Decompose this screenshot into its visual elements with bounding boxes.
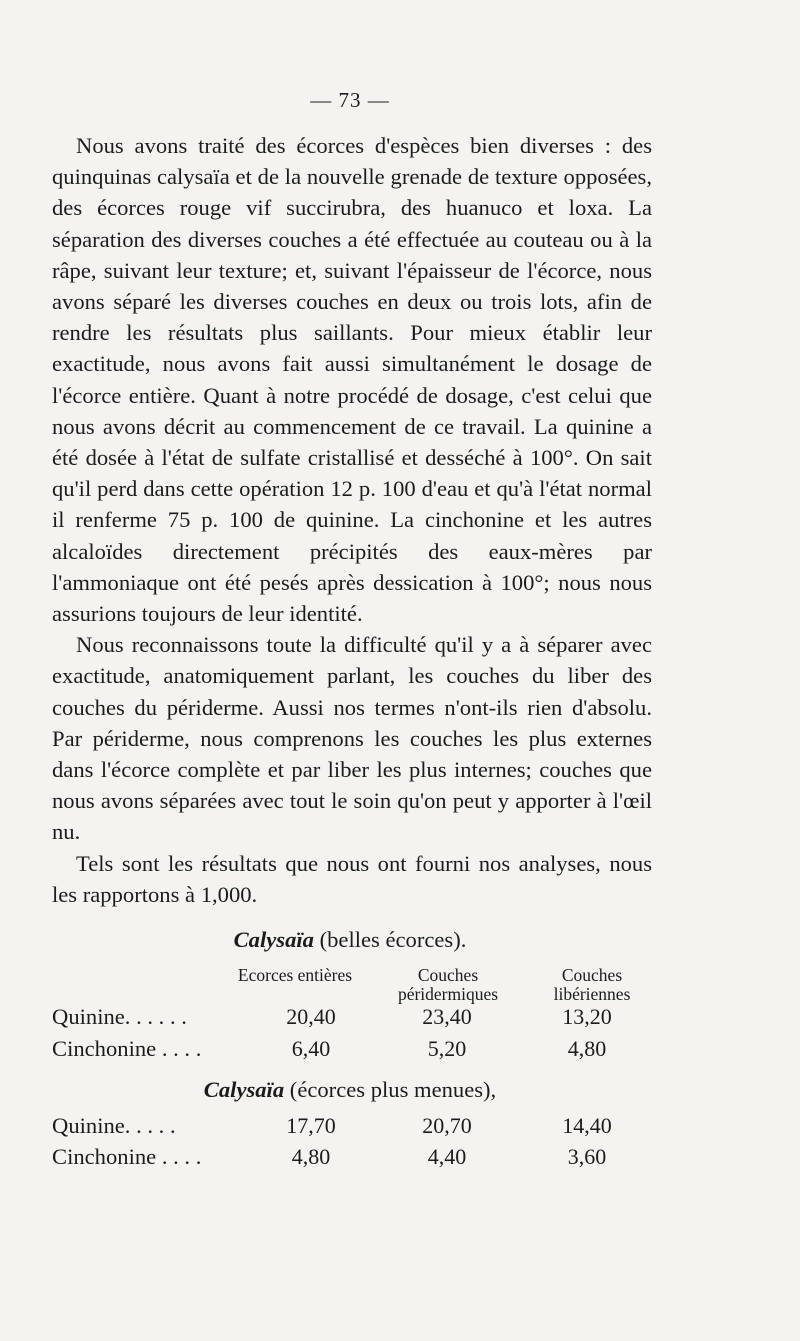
table2-title: Calysaïa xyxy=(203,1077,285,1102)
page-number: — 73 — xyxy=(310,88,390,112)
column-header-ecorces: Ecorces entières xyxy=(237,965,353,985)
table2-cell: 14,40 xyxy=(562,1113,612,1138)
table2-cell: 3,60 xyxy=(567,1144,607,1169)
table1-cell: 5,20 xyxy=(427,1036,467,1061)
table1-title: Calysaïa xyxy=(233,927,314,952)
paragraph: Tels sont les résultats que nous ont fourni nos analyses, nous les rapportons à 1,000. xyxy=(52,850,652,907)
table1-row-label: Cinchonine . . . . xyxy=(52,1036,202,1061)
table2-cell: 4,80 xyxy=(291,1144,331,1169)
paragraph: Nous reconnaissons toute la difficulté qu'il y a à séparer avec exactitude, anatomiquement parlant, les couches du liber des couches du périderme. Aussi nos termes n'ont-ils rien d'absolu. Par périderme, nous comprenons les couches les plus externes dans l'écorce complète et par liber les plus internes; couches que nous avons séparées avec tout le soin qu'on peut y apporter à l'œil nu. xyxy=(52,632,652,845)
body-text xyxy=(52,130,652,910)
table2-cell: 20,70 xyxy=(422,1113,472,1138)
table1-cell: 20,40 xyxy=(286,1004,336,1029)
table1-subtitle: (belles écorces). xyxy=(319,927,467,952)
table1-caption xyxy=(0,927,700,953)
table2-row-label: Quinine. . . . . xyxy=(52,1113,176,1138)
table1-row-label: Quinine. . . . . . xyxy=(52,1004,187,1029)
table1-cell: 6,40 xyxy=(291,1036,331,1061)
column-header-liberiennes: Couches libériennes xyxy=(553,965,631,1004)
table2-cell: 17,70 xyxy=(286,1113,336,1138)
table2-subtitle: (écorces plus menues), xyxy=(289,1077,497,1102)
table1-cell: 13,20 xyxy=(562,1004,612,1029)
table1-cell: 23,40 xyxy=(422,1004,472,1029)
table1-cell: 4,80 xyxy=(567,1036,607,1061)
paragraph: Nous avons traité des écorces d'espèces bien diverses : des quinquinas calysaïa et de la nouvelle grenade de texture opposées, des écorces rouge vif succirubra, des huanuco et loxa. La séparation des diverses couches a été effectuée au couteau ou à la râpe, suivant leur texture; et, suivant l'épaisseur de l'écorce, nous avons séparé les diverses couches en deux ou trois lots, afin de rendre les résultats plus saillants. Pour mieux établir leur exactitude, nous avons fait aussi simultanément le dosage de l'écorce entière. Quant à notre procédé de dosage, c'est celui que nous avons décrit au commencement de ce travail. La quinine a été dosée à l'état de sulfate cristallisé et desséché à 100°. On sait qu'il perd dans cette opération 12 p. 100 d'eau et qu'à l'état normal il renferme 75 p. 100 de quinine. La cinchonine et les autres alcaloïdes directement précipités des eaux-mères par l'ammoniaque ont été pesés après dessication à 100°; nous nous assurions toujours de leur identité. xyxy=(52,133,652,627)
table2-cell: 4,40 xyxy=(427,1144,467,1169)
column-header-peridermiques: Couches péridermiques xyxy=(397,965,499,1004)
table2-row-label: Cinchonine . . . . xyxy=(52,1144,202,1169)
table2-caption xyxy=(0,1077,700,1103)
